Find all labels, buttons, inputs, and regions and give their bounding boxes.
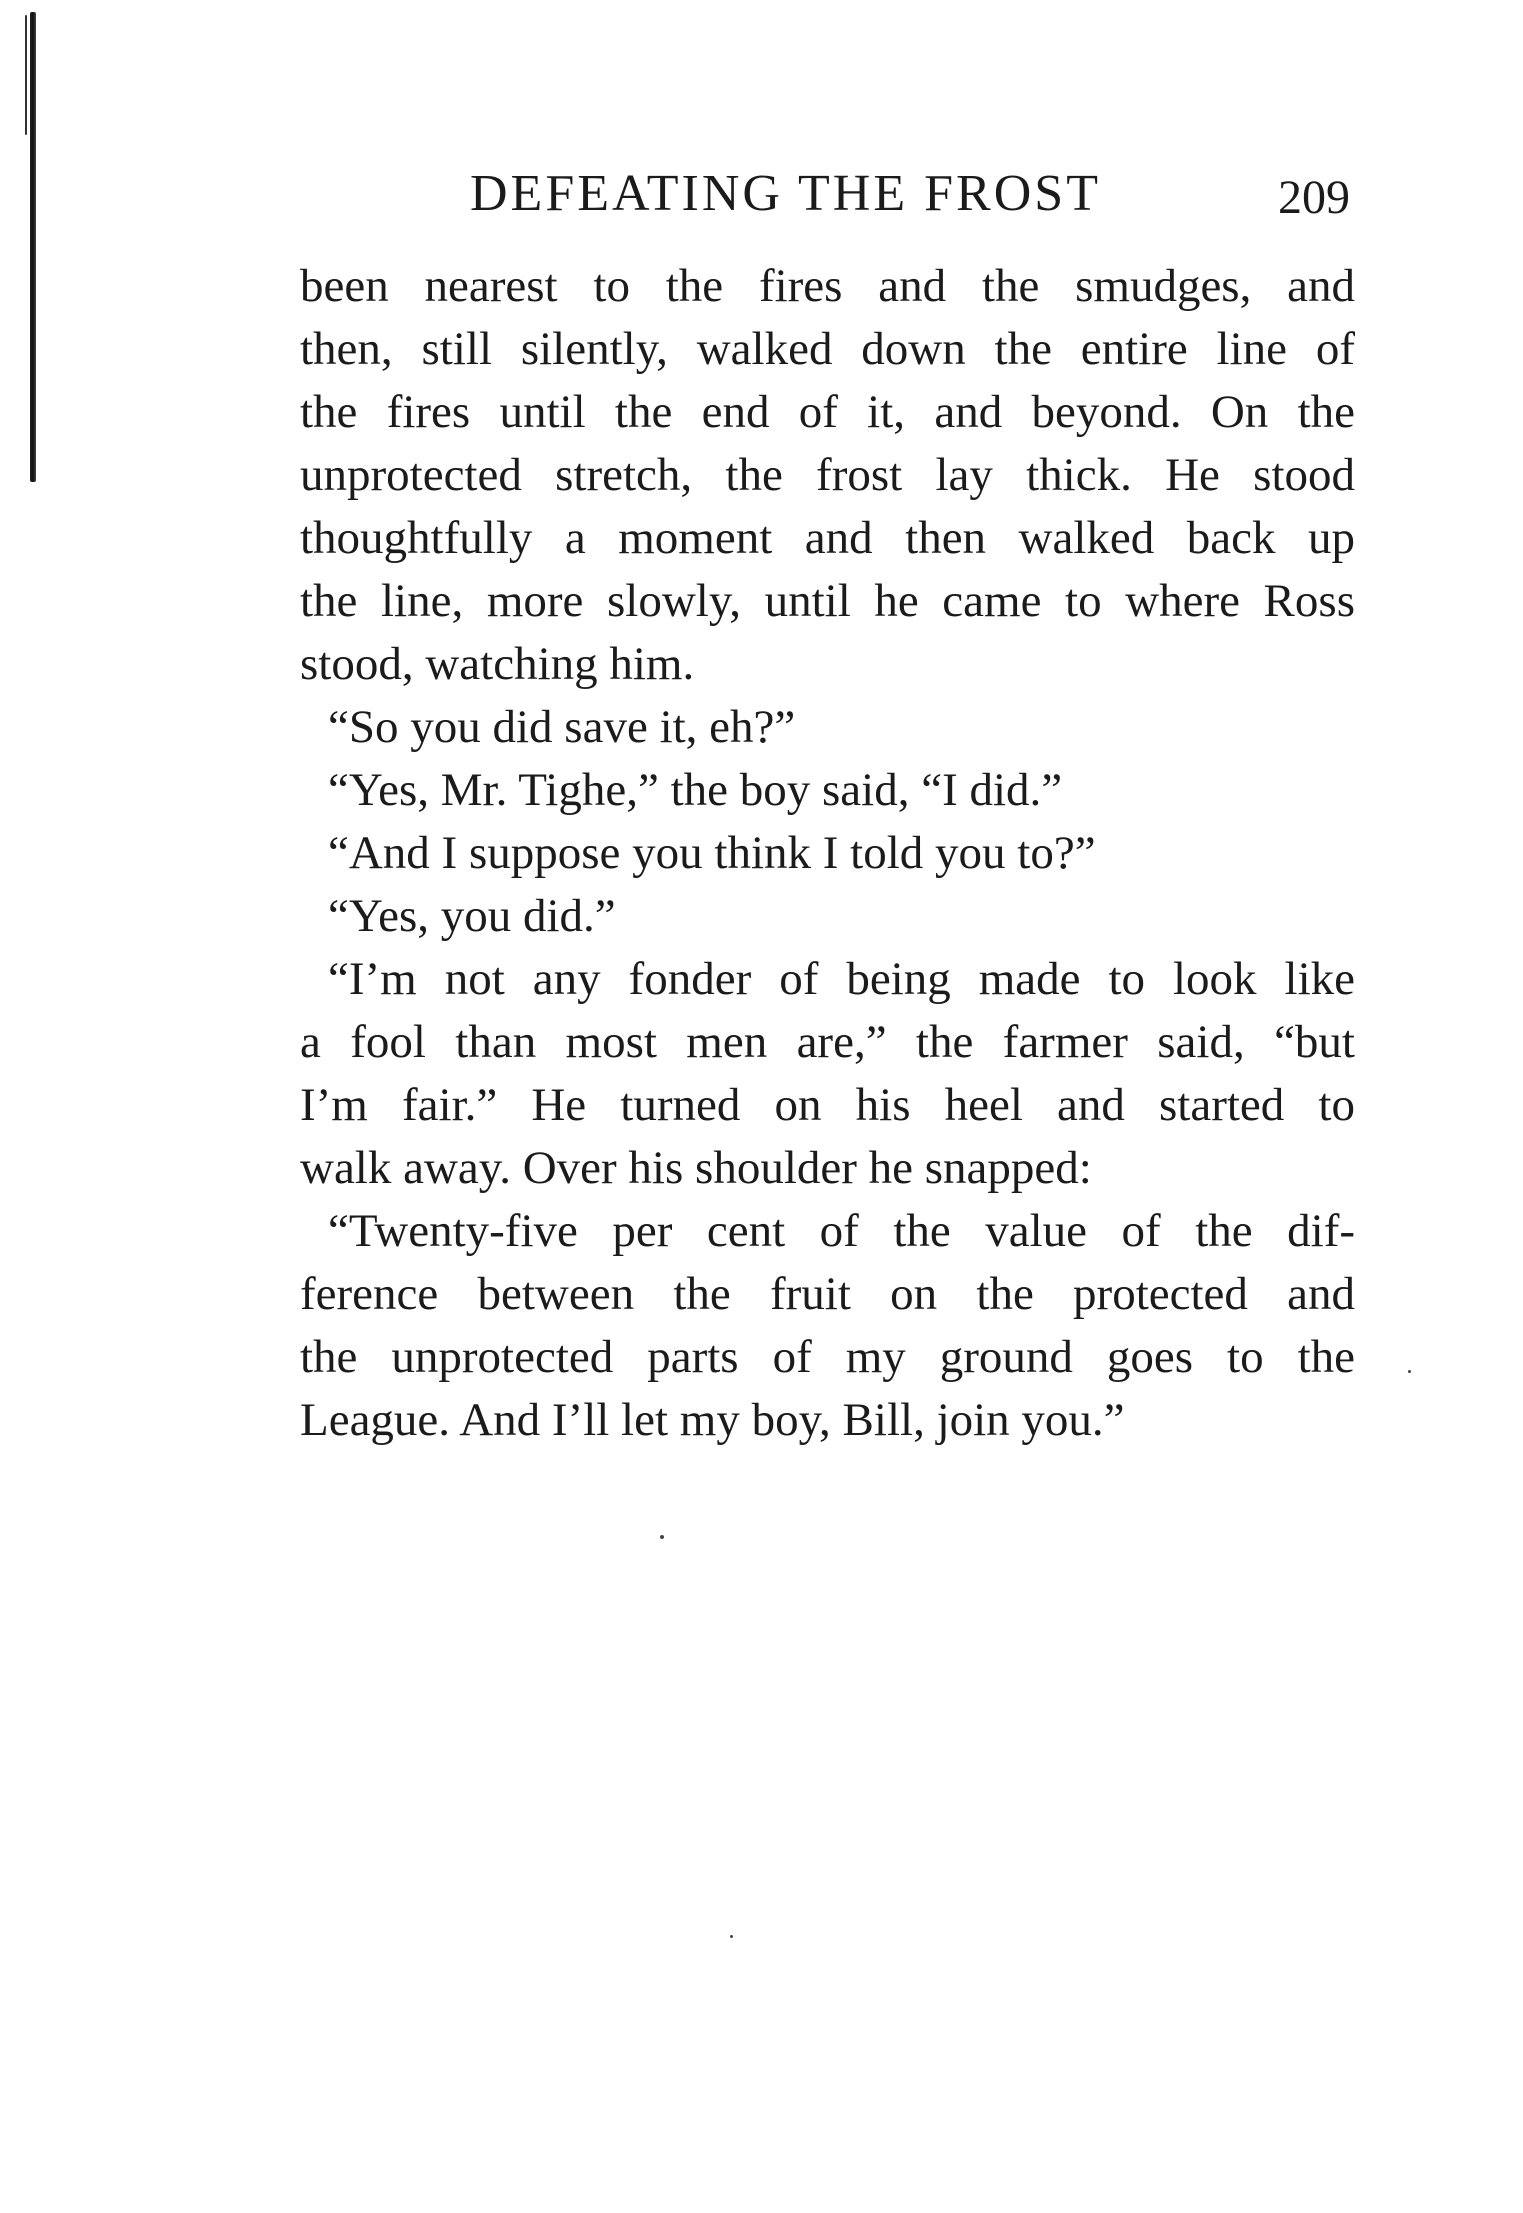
text-line: ference between the fruit on the protected and <box>300 1268 1355 1320</box>
text-line: “So you did save it, eh?” <box>328 701 796 753</box>
text-line: I’m fair.” He turned on his heel and started to <box>300 1079 1355 1131</box>
scan-speck <box>660 1535 664 1539</box>
text-line: the fires until the end of it, and beyond. On the <box>300 386 1355 438</box>
text-line: “I’m not any fonder of being made to look like <box>328 953 1355 1005</box>
page-number: 209 <box>1278 171 1350 224</box>
binding-edge-artifact-thin <box>25 15 27 135</box>
running-title: DEFEATING THE FROST <box>470 165 1101 222</box>
text-line: then, still silently, walked down the entire line of <box>300 323 1355 375</box>
scan-speck <box>730 1935 733 1938</box>
text-line: a fool than most men are,” the farmer said, “but <box>300 1016 1355 1068</box>
body-text <box>300 255 1355 1452</box>
text-line: “Yes, you did.” <box>328 890 616 942</box>
page-header <box>300 160 1360 230</box>
text-line: “Twenty-five per cent of the value of the dif- <box>328 1205 1355 1257</box>
text-line: been nearest to the fires and the smudges, and <box>300 260 1355 312</box>
text-line: “And I suppose you think I told you to?” <box>328 827 1096 879</box>
text-line: stood, watching him. <box>300 638 695 690</box>
binding-edge-artifact <box>30 12 36 482</box>
text-line: League. And I’ll let my boy, Bill, join you.” <box>300 1394 1125 1446</box>
text-line: walk away. Over his shoulder he snapped: <box>300 1142 1092 1194</box>
text-line: the unprotected parts of my ground goes to the <box>300 1331 1355 1383</box>
text-line: “Yes, Mr. Tighe,” the boy said, “I did.” <box>328 764 1063 816</box>
text-line: thoughtfully a moment and then walked back up <box>300 512 1355 564</box>
text-line: the line, more slowly, until he came to where Ross <box>300 575 1355 627</box>
text-line: unprotected stretch, the frost lay thick. He stood <box>300 449 1355 501</box>
scan-speck <box>1408 1370 1411 1373</box>
